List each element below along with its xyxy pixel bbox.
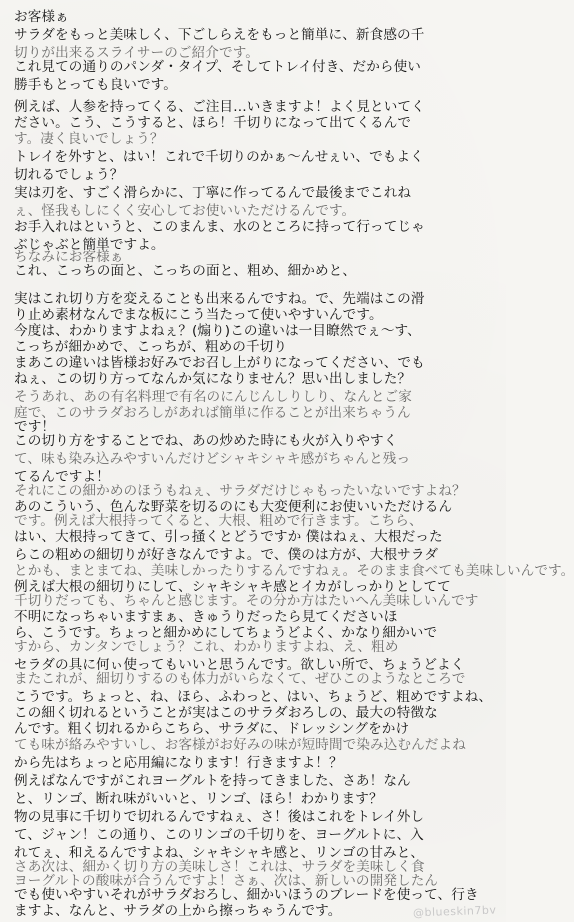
text-line: 例えば大根の細切りにして、シャキシャキ感とイカがしっかりとしてて (14, 579, 451, 595)
text-line: セラダの具に何ぃ使ってもいいと思うんです。欲しい所で、ちょうどよく (14, 657, 465, 673)
text-line: これ見ての通りのパンダ・タイプ、そしてトレイ付き、だから使い (14, 59, 422, 75)
text-line: ら、こうです。ちょっと細かめにしてちょうどよく、かなり細かいで (14, 625, 438, 641)
text-line: らこの粗めの細切りが好きなんですよ。で、僕のは方が、大根サラダ (14, 547, 439, 563)
text-line: ぶじゃぶと簡単ですよ。 (14, 237, 165, 253)
text-line: さあ次は、細かく切り方の美味しさ！これは、サラダを美味しく食 (14, 859, 425, 875)
text-line: ねぇ、この切り方ってなんか気になりません？思い出しました？ (14, 371, 412, 387)
text-line: 勝手もとっても良いです。 (14, 77, 177, 93)
text-line: 切れるでしょう？ (14, 167, 124, 183)
text-line: 切りが出来るスライサーのご紹介です。 (14, 45, 259, 61)
text-line: 物の見事に千切りで切れるんですねぇ、さ！後はこれをトレイ外し (14, 809, 425, 825)
watermark: @blueskin7bv (412, 903, 497, 920)
text-line: 例えばなんですがこれヨーグルトを持ってきました、さあ！なん (14, 773, 411, 789)
text-line: です！ (14, 419, 56, 435)
text-line: ださい。こう、こうすると、ほら！千切りになって出てくるんで (14, 115, 412, 131)
text-line: ぇ、怪我もしにくく安心してお使いいただけるんです。 (14, 203, 356, 219)
text-line: んです。粗く切れるからこちら、サラダに、ドレッシングをかけ (14, 721, 410, 737)
text-line: て、味も染み込みやすいんだけどシャキシャキ感がちゃんと残っ (14, 451, 411, 467)
text-line: ますよ、なんと、サラダの上から擦っちゃうんです。 (14, 903, 342, 919)
text-line: とかも、まとまてね、美味しかったりするんですねぇ。そのまま食べても美味しいんです。 (14, 563, 574, 579)
text-line: てるんですよ！ (14, 469, 110, 485)
text-line: 今度は、わかりますよねぇ？(煽り)この違いは一目瞭然でぇ～す、 (14, 323, 421, 339)
text-line: す。凄く良いでしょう？ (14, 131, 164, 147)
text-line: またこれが、細切りするのも体力がいらなくて、ぜひこのようなところで (14, 671, 466, 687)
text-line: ても味が絡みやすいし、お客様がお好みの味が短時間で染み込むんだよね (14, 737, 466, 753)
text-line: すから、カンタンでしょう？これ、わかりますよね、え、粗め (14, 639, 399, 655)
text-line: あのこういう、色んな野菜を切るのにも大変便利にお使いいただけるん (14, 499, 453, 515)
text-line: 実はこれ切り方を変えることも出来るんですね。で、先端はこの滑 (14, 291, 425, 307)
text-line: それにこの細かめのほうもねぇ、サラダだけじゃもったいないですよね？ (14, 483, 466, 499)
text-line: 庭で、このサラダおろしがあれば簡単に作ることが出来ちゃうん (14, 405, 411, 421)
text-line: そうあれ、あの有名料理で有名のにんじんしりしり、なんとご家 (14, 389, 412, 405)
text-line: こうです。ちょっと、ね、ほら、ふわっと、はい、ちょうど、粗めですよね、 (14, 689, 493, 705)
text-line: て、ジャン！この通り、このリンゴの千切りを、ヨーグルトに、入 (14, 827, 424, 843)
text-line: でも使いやすいそれがサラダおろし、細かいほうのブレードを使って、行き (14, 887, 479, 903)
text-line: 例えば、人参を持ってくる、ご注目…いきますよ！よく見といてく (14, 99, 425, 115)
text-line: お手入れはというと、このまんま、水のところに持って行ってじゃ (14, 219, 425, 235)
text-line: と、リンゴ、断れ味がいいと、リンゴ、ほら！わかります？ (14, 791, 383, 807)
text-line: お客様ぁ (14, 9, 69, 25)
text-line: こっちが細かめで、こっちが、粗めの千切り (14, 339, 288, 355)
text-line: です。例えば大根持ってくると、大根、粗めで行きます。こちら、 (14, 513, 423, 529)
text-line: ヨーグルトの酸味が合うんですよ！さぁ、次は、新しいの開発したん (14, 873, 439, 889)
text-line: トレイを外すと、はい！これで千切りのかぁ～んせぇい、でもよく (14, 149, 424, 165)
text-line: り止め素材なんでまな板にこう当たって使いやすいんです。 (14, 307, 383, 323)
text-line: から先はちょっと応用編になります！行きますよ！？ (14, 755, 343, 771)
text-line: サラダをもっと美味しく、下ごしらえをもっと簡単に、新食感の千 (14, 27, 425, 43)
text-line: 不明になっちゃいますまぁ、きゅうりだったら見てくださいほ (14, 609, 398, 625)
text-line: れてぇ、和えるんですよね、シャキシャキ感と、リンゴの甘みと、 (14, 845, 425, 861)
text-line: はい、大根持ってきて、引っ掻くとどうですか 僕はねぇ、大根だった (14, 529, 443, 545)
text-line: 千切りだっても、ちゃんと感じます。その分か方はたいへん美味しいんです (14, 593, 479, 609)
text-line: まあこの違いは皆様お好みでお召し上がりになってください、でも (14, 355, 425, 371)
text-line: これ、こっちの面と、こっちの面と、粗め、細かめと、 (14, 263, 357, 279)
text-line: この切り方をすることでね、あの炒めた時にも火が入りやすく (14, 433, 398, 449)
text-line: ちなみにお客様ぁ (14, 249, 124, 265)
text-line: この細く切れるということが実はこのサラダおろしの、最大の特徴な (14, 705, 438, 721)
text-line: 実は刃を、すごく滑らかに、丁寧に作ってるんで最後までこれね (14, 185, 412, 201)
